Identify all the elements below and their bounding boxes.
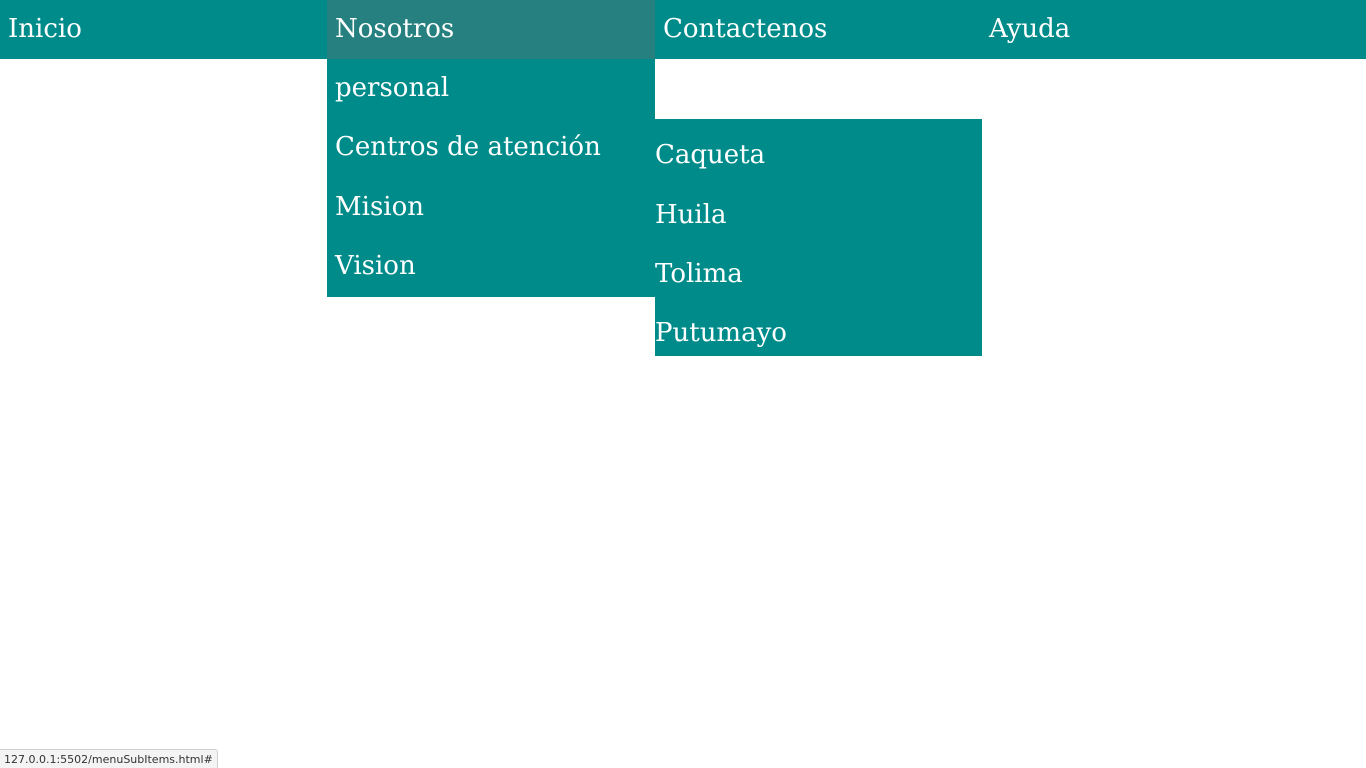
nav-item-contactenos[interactable]: Contactenos [663,14,828,44]
status-bar-url: 127.0.0.1:5502/menuSubItems.html# [0,749,218,768]
dropdown-item-mision[interactable]: Mision [335,192,424,222]
nosotros-dropdown-menu [327,59,655,297]
submenu-item-putumayo[interactable]: Putumayo [655,318,787,348]
nav-item-nosotros[interactable]: Nosotros [327,0,655,59]
dropdown-item-vision[interactable]: Vision [335,251,416,281]
submenu-item-huila[interactable]: Huila [655,200,727,230]
dropdown-item-personal[interactable]: personal [335,73,450,103]
submenu-item-caqueta[interactable]: Caqueta [655,140,766,170]
nav-item-inicio[interactable]: Inicio [8,14,82,44]
centros-submenu [655,119,982,356]
main-navbar [0,0,1366,59]
nav-item-ayuda[interactable]: Ayuda [989,14,1071,44]
submenu-item-tolima[interactable]: Tolima [655,259,743,289]
dropdown-item-centros-de-atencion[interactable]: Centros de atención [335,132,601,162]
